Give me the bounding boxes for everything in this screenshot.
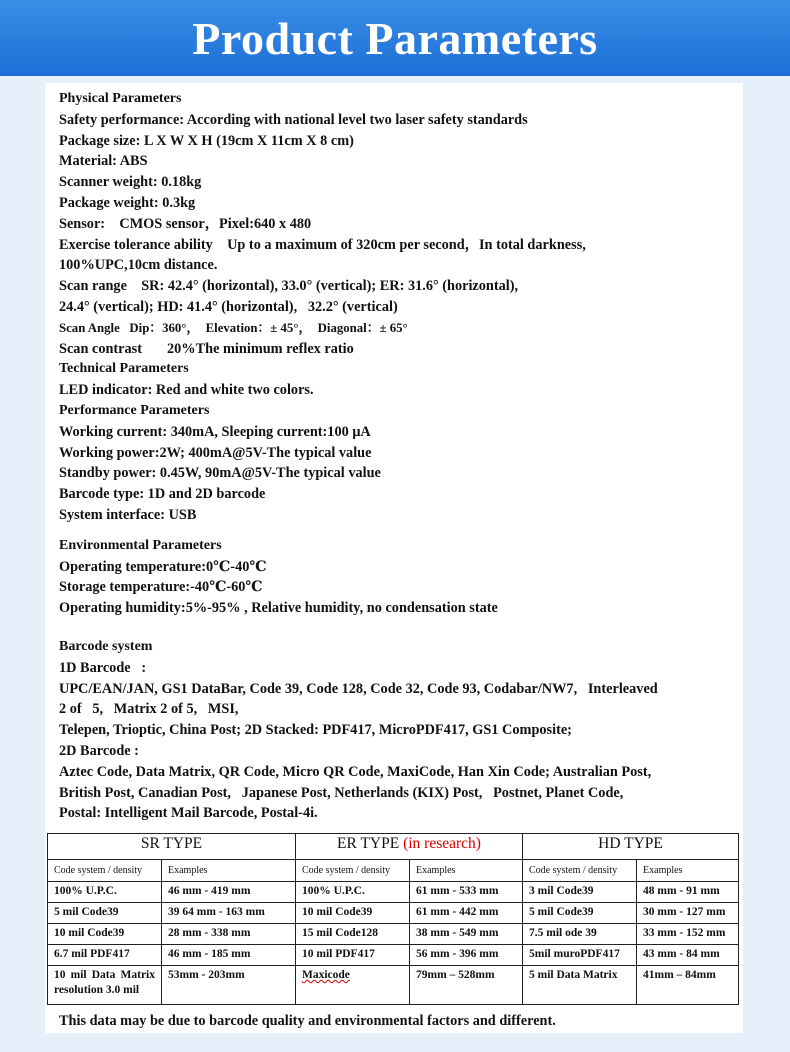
table-row [48,882,739,903]
table-cell: 56 mm - 396 mm [410,945,523,966]
table-cell: 5 mil Data Matrix [523,966,637,1005]
param-line: 100%UPC,10cm distance. [59,257,218,274]
param-line: Sensor: CMOS sensor，Pixel:640 x 480 [59,215,312,232]
param-line: 1D Barcode : [59,659,147,676]
param-line: Storage temperature:-40℃-60℃ [59,579,263,596]
table-subheader-row [48,860,739,882]
table-cell: 10 mil Code39 [296,903,410,924]
param-line: Operating humidity:5%-95% , Relative humidity, no condensation state [59,600,498,617]
param-line: British Post, Canadian Post, Japanese Post, Netherlands (KIX) Post, Postnet, Planet Code, [59,784,624,801]
param-line: LED indicator: Red and white two colors. [59,382,314,399]
param-line: Safety performance: According with national level two laser safety standards [59,111,528,128]
param-line: Material: ABS [59,153,148,170]
maxicode-text: Maxicode [302,969,350,981]
table-row [48,903,739,924]
param-line: Aztec Code, Data Matrix, QR Code, Micro QR Code, MaxiCode, Han Xin Code; Australian Post, [59,763,652,780]
param-line: Telepen, Trioptic, China Post; 2D Stacked: PDF417, MicroPDF417, GS1 Composite; [59,722,572,739]
table-cell: 61 mm - 533 mm [410,882,523,903]
table-cell: 3 mil Code39 [523,882,637,903]
section-heading-performance: Performance Parameters [59,402,210,418]
param-line: 2 of 5, Matrix 2 of 5, MSI, [59,701,239,718]
parameter-list [59,89,739,824]
param-line: UPC/EAN/JAN, GS1 DataBar, Code 39, Code 128, Code 32, Code 93, Codabar/NW7, Interleaved [59,680,658,697]
param-line: Standby power: 0.45W, 90mA@5V-The typical value [59,465,381,482]
table-cell: 46 mm - 185 mm [162,945,296,966]
table-cell [296,966,410,1005]
table-cell: 100% U.P.C. [296,882,410,903]
table-cell: 15 mil Code128 [296,924,410,945]
param-line: Postal: Intelligent Mail Barcode, Postal-4i. [59,805,318,822]
header-banner [0,0,790,76]
in-research-note: (in research) [403,835,481,852]
table-cell: 48 mm - 91 mm [637,882,739,903]
table-cell: 61 mm - 442 mm [410,903,523,924]
section-heading-physical: Physical Parameters [59,91,182,106]
table-cell: 28 mm - 338 mm [162,924,296,945]
param-line: Scan range SR: 42.4° (horizontal), 33.0° (vertical); ER: 31.6° (horizontal), [59,278,519,295]
table-cell: 53mm - 203mm [162,966,296,1005]
param-line: Package size: L X W X H (19cm X 11cm X 8 cm) [59,132,354,149]
subheader-cell: Examples [162,860,296,882]
param-line: Scan Angle Dip：360°， Elevation：± 45°， Diagonal：± 65° [59,320,408,335]
table-cell: 43 mm - 84 mm [637,945,739,966]
subheader-cell: Code system / density [48,860,162,882]
param-line: Exercise tolerance ability Up to a maximum of 320cm per second，In total darkness, [59,236,586,253]
param-line: Working current: 340mA, Sleeping current:100 μA [59,423,371,440]
er-type-header: ER TYPE (in research) [296,834,523,860]
table-cell: 10 mil Code39 [48,924,162,945]
table-row [48,924,739,945]
param-line: 2D Barcode : [59,742,139,759]
table-cell: 46 mm - 419 mm [162,882,296,903]
subheader-cell: Code system / density [296,860,410,882]
footnote: This data may be due to barcode quality and environmental factors and different. [59,1013,556,1029]
subheader-cell: Examples [410,860,523,882]
table-header-row [48,834,739,860]
table-cell: 7.5 mil ode 39 [523,924,637,945]
page-title: Product Parameters [192,13,598,64]
param-line: Scan contrast 20%The minimum reflex ratio [59,340,354,357]
table-cell: 5 mil Code39 [48,903,162,924]
section-heading-environmental: Environmental Parameters [59,537,222,553]
param-line: Scanner weight: 0.18kg [59,174,202,191]
table-cell: 5 mil Code39 [523,903,637,924]
table-row [48,945,739,966]
param-line: Operating temperature:0℃-40℃ [59,558,267,575]
table-cell: 41mm – 84mm [637,966,739,1005]
subheader-cell: Examples [637,860,739,882]
table-cell: 6.7 mil PDF417 [48,945,162,966]
param-line: 24.4° (vertical); HD: 41.4° (horizontal), 32.2° (vertical) [59,298,398,315]
table-cell: 30 mm - 127 mm [637,903,739,924]
table-cell: 39 64 mm - 163 mm [162,903,296,924]
table-row [48,966,739,1005]
table-cell: 10 mil PDF417 [296,945,410,966]
sr-type-header: SR TYPE [48,834,296,860]
table-cell: 38 mm - 549 mm [410,924,523,945]
scan-range-table [47,833,739,1005]
table-cell: 5mil muroPDF417 [523,945,637,966]
section-heading-technical: Technical Parameters [59,361,189,377]
table-cell: 10 mil Data Matrix resolution 3.0 mil [48,966,162,1005]
param-line: System interface: USB [59,506,197,523]
table-cell: 100% U.P.C. [48,882,162,903]
spec-sheet [45,83,743,1033]
param-line: Working power:2W; 400mA@5V-The typical value [59,444,372,461]
section-heading-barcode-system: Barcode system [59,638,153,654]
hd-type-header: HD TYPE [523,834,739,860]
param-line: Package weight: 0.3kg [59,194,196,211]
param-line: Barcode type: 1D and 2D barcode [59,486,266,503]
table-cell: 79mm – 528mm [410,966,523,1005]
table-cell: 33 mm - 152 mm [637,924,739,945]
subheader-cell: Code system / density [523,860,637,882]
